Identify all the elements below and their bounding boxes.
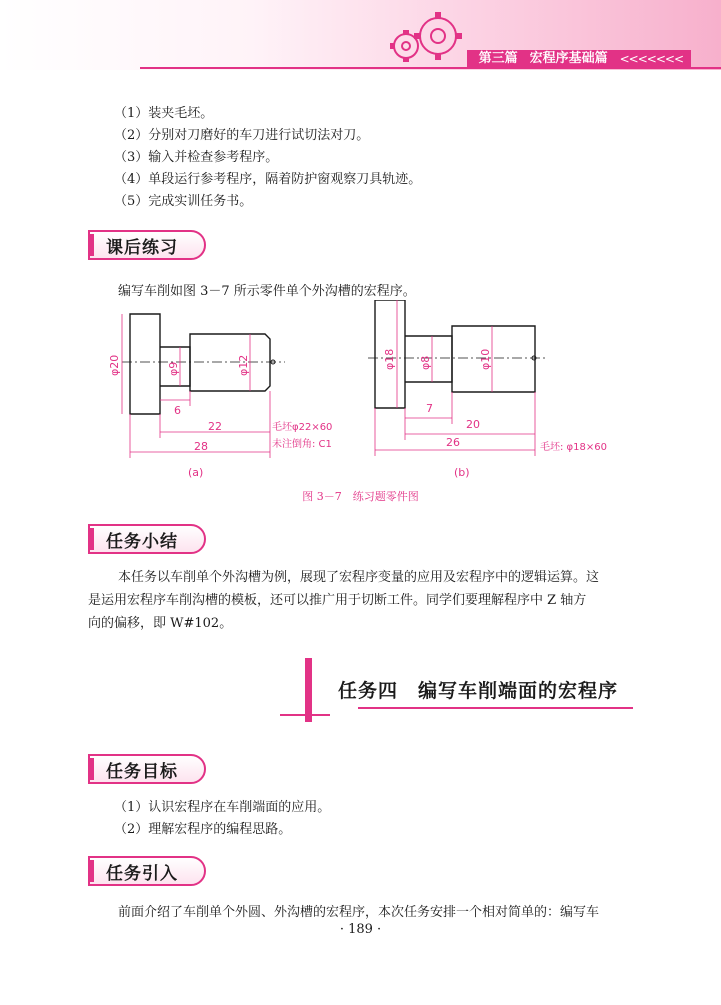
task-title: 任务四 编写车削端面的宏程序: [338, 680, 619, 702]
summary-line: 是运用宏程序车削沟槽的模板，还可以推广用于切断工件。同学们要理解程序中 Z 轴方: [88, 593, 587, 608]
dim-b-total-len: 26: [446, 436, 460, 449]
header-chevrons: <<<<<<<: [619, 52, 683, 66]
dim-b-groove-len: 7: [426, 402, 433, 415]
part-b-outline: [375, 300, 535, 408]
summary-line: 向的偏移，即 W#102。: [88, 616, 233, 631]
step-item: （5）完成实训任务书。: [114, 194, 253, 209]
header-part: 第三篇: [478, 51, 518, 66]
dim-a-outer: φ20: [108, 354, 121, 376]
task-heading-stub: [280, 714, 330, 716]
step-item: （1）装夹毛坯。: [114, 106, 214, 121]
dim-b-right: φ10: [479, 348, 492, 370]
header-title-bar: [467, 50, 691, 68]
section-summary-title: 任务小结: [106, 532, 178, 552]
section-exercise: [88, 230, 213, 262]
note-b-stock: 毛坯: φ18×60: [540, 442, 607, 453]
section-intro: [88, 856, 213, 888]
dim-b-mid-len: 20: [466, 418, 480, 431]
step-item: （3）输入并检查参考程序。: [114, 150, 279, 165]
gear-icon: [368, 6, 478, 68]
header-title: 宏程序基础篇: [529, 51, 608, 66]
goal-item: （2）理解宏程序的编程思路。: [114, 822, 292, 837]
dim-b-outer: φ18: [383, 348, 396, 370]
summary-line: 本任务以车削单个外沟槽为例，展现了宏程序变量的应用及宏程序中的逻辑运算。这: [118, 570, 600, 585]
section-exercise-title: 课后练习: [106, 238, 178, 258]
step-item: （2）分别对刀磨好的车刀进行试切法对刀。: [114, 128, 370, 143]
figure-caption: 图 3－7 练习题零件图: [302, 490, 419, 503]
label-b: (b): [454, 466, 470, 479]
page-number: · 189 ·: [339, 922, 382, 937]
dim-a-total-len: 28: [194, 440, 208, 453]
dim-a-mid-len: 22: [208, 420, 222, 433]
task-heading-bar: [305, 658, 312, 722]
step-item: （4）单段运行参考程序，隔着防护窗观察刀具轨迹。: [114, 172, 422, 187]
dim-a-right: φ12: [237, 354, 250, 376]
section-goal-title: 任务目标: [106, 762, 178, 782]
goal-item: （1）认识宏程序在车削端面的应用。: [114, 800, 331, 815]
section-goal: [88, 754, 213, 786]
figure-3-7: [90, 300, 630, 485]
task-heading-rule: [358, 707, 633, 709]
label-a: (a): [188, 466, 204, 479]
note-a-chamfer: 未注倒角: C1: [272, 439, 332, 450]
header-rule: [140, 67, 721, 69]
section-intro-title: 任务引入: [106, 864, 178, 884]
dim-a-groove: φ9: [167, 361, 180, 376]
intro-text: 前面介绍了车削单个外圆、外沟槽的宏程序，本次任务安排一个相对简单的：编写车: [118, 905, 600, 920]
dim-b-groove: φ8: [419, 355, 432, 370]
note-a-stock: 毛坯φ22×60: [272, 422, 333, 433]
section-summary: [88, 524, 213, 556]
exercise-text: 编写车削如图 3－7 所示零件单个外沟槽的宏程序。: [118, 284, 416, 299]
dim-a-groove-len: 6: [174, 404, 181, 417]
